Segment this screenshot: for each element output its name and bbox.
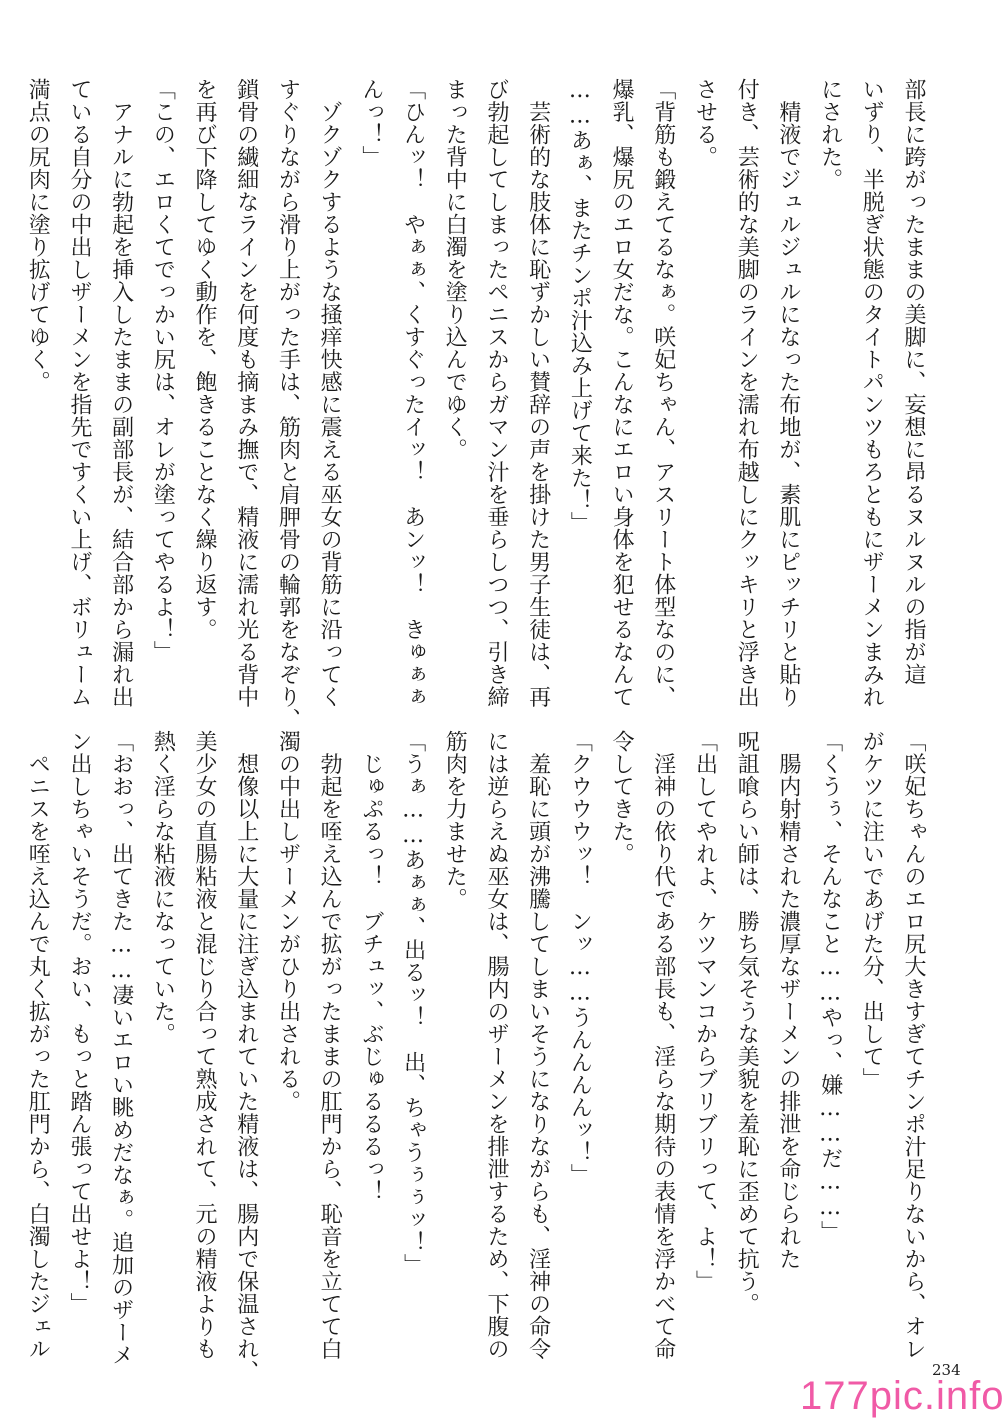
- text-line: 精液でジュルジュルになった布地が、素肌にピッチリと貼り: [775, 78, 801, 708]
- text-line: 部長に跨がったままの美脚に、妄想に昂るヌルヌルの指が這: [901, 78, 926, 686]
- text-line: まった背中に白濁を塗り込んでゆく。: [442, 78, 468, 461]
- text-line: ている自分の中出しザーメンを指先ですくい上げ、ボリューム: [66, 78, 92, 708]
- page-number: 234: [932, 1361, 961, 1379]
- text-line: ……あぁ、またチンポ汁込み上げて来た！」: [567, 78, 593, 534]
- text-block-top: [25, 78, 934, 731]
- text-line: させる。: [692, 78, 718, 168]
- text-line: アナルに勃起を挿入したままの副部長が、結合部から漏れ出: [108, 78, 134, 708]
- text-line: 「うぁ……あぁぁ、出るッ！ 出、ちゃうぅぅッ！」: [400, 730, 426, 1276]
- text-line: いずり、半脱ぎ状態のタイトパンツもろともにザーメンまみれ: [859, 78, 885, 708]
- text-line: 淫神の依り代である部長も、淫らな期待の表情を浮かべて命: [650, 730, 676, 1360]
- text-line: んっ！」: [358, 78, 384, 168]
- text-line: 筋肉を力ませた。: [442, 730, 468, 910]
- text-line: ン出しちゃいそうだ。おい、もっと踏ん張って出せよ！」: [66, 730, 92, 1315]
- text-line: 「くうぅ、そんなこと……やっ、嫌……だ……」: [817, 730, 843, 1243]
- watermark-link[interactable]: 177pic.info: [800, 1374, 1004, 1418]
- text-line: 「おおっ、出てきた……凄いエロい眺めだなぁ。追加のザーメ: [108, 730, 134, 1366]
- text-line: 腸内射精された濃厚なザーメンの排泄を命じられた: [775, 730, 801, 1270]
- text-line: 想像以上に大量に注ぎ込まれていた精液は、腸内で保温され、: [233, 730, 259, 1383]
- text-line: び勃起してしまったペニスからガマン汁を垂らしつつ、引き締: [483, 78, 509, 708]
- text-line: ゾクゾクするような掻痒快感に震える巫女の背筋に沿ってく: [317, 78, 343, 708]
- text-line: 芸術的な肢体に恥ずかしい賛辞の声を掛けた男子生徒は、再: [525, 78, 551, 708]
- text-line: 令してきた。: [609, 730, 635, 865]
- text-line: 「咲妃ちゃんのエロ尻大きすぎてチンポ汁足りないから、オレ: [901, 730, 926, 1360]
- text-line: 付き、芸術的な美脚のラインを濡れ布越しにクッキリと浮き出: [734, 78, 760, 708]
- text-line: 満点の尻肉に塗り拡げてゆく。: [25, 78, 51, 393]
- text-line: 濁の中出しザーメンがひり出される。: [275, 730, 301, 1113]
- text-line: 爆乳、爆尻のエロ女だな。こんなにエロい身体を犯せるなんて: [609, 78, 635, 708]
- text-line: がケツに注いであげた分、出して」: [859, 730, 885, 1090]
- text-line: 「クウウウッ！ ンッ……うんんんんッ！」: [567, 730, 593, 1186]
- text-line: じゅぷるっ！ ブチュッ、ぶじゅるるるっ！: [358, 730, 384, 1203]
- text-line: 呪詛喰らい師は、勝ち気そうな美貌を羞恥に歪めて抗う。: [734, 730, 760, 1315]
- text-line: 勃起を咥え込んで拡がったままの肛門から、恥音を立てて白: [317, 730, 343, 1360]
- text-line: 羞恥に頭が沸騰してしまいそうになりながらも、淫神の命令: [525, 730, 551, 1360]
- text-line: 熱く淫らな粘液になっていた。: [150, 730, 176, 1045]
- text-line: を再び下降してゆく動作を、飽きることなく繰り返す。: [192, 78, 218, 641]
- text-line: 「出してやれよ、ケツマンコからブリブリって、よ！」: [692, 730, 718, 1293]
- text-line: 美少女の直腸粘液と混じり合って熟成されて、元の精液よりも: [192, 730, 218, 1360]
- text-line: 鎖骨の繊細なラインを何度も摘まみ撫で、精液に濡れ光る背中: [233, 78, 259, 708]
- text-line: ペニスを咥え込んで丸く拡がった肛門から、白濁したジェル: [25, 730, 51, 1360]
- text-line: 「この、エロくてでっかい尻は、オレが塗ってやるよ！」: [150, 78, 176, 663]
- text-line: には逆らえぬ巫女は、腸内のザーメンを排泄するため、下腹の: [483, 730, 509, 1360]
- text-block-bottom: [25, 730, 934, 1383]
- text-line: 「ひんッ！ やぁぁ、くすぐったイッ！ あンッ！ きゅぁぁ: [400, 78, 426, 708]
- text-line: 「背筋も鍛えてるなぁ。咲妃ちゃん、アスリート体型なのに、: [650, 78, 676, 708]
- text-line: すぐりながら滑り上がった手は、筋肉と肩胛骨の輪郭をなぞり、: [275, 78, 301, 731]
- text-line: にされた。: [817, 78, 843, 191]
